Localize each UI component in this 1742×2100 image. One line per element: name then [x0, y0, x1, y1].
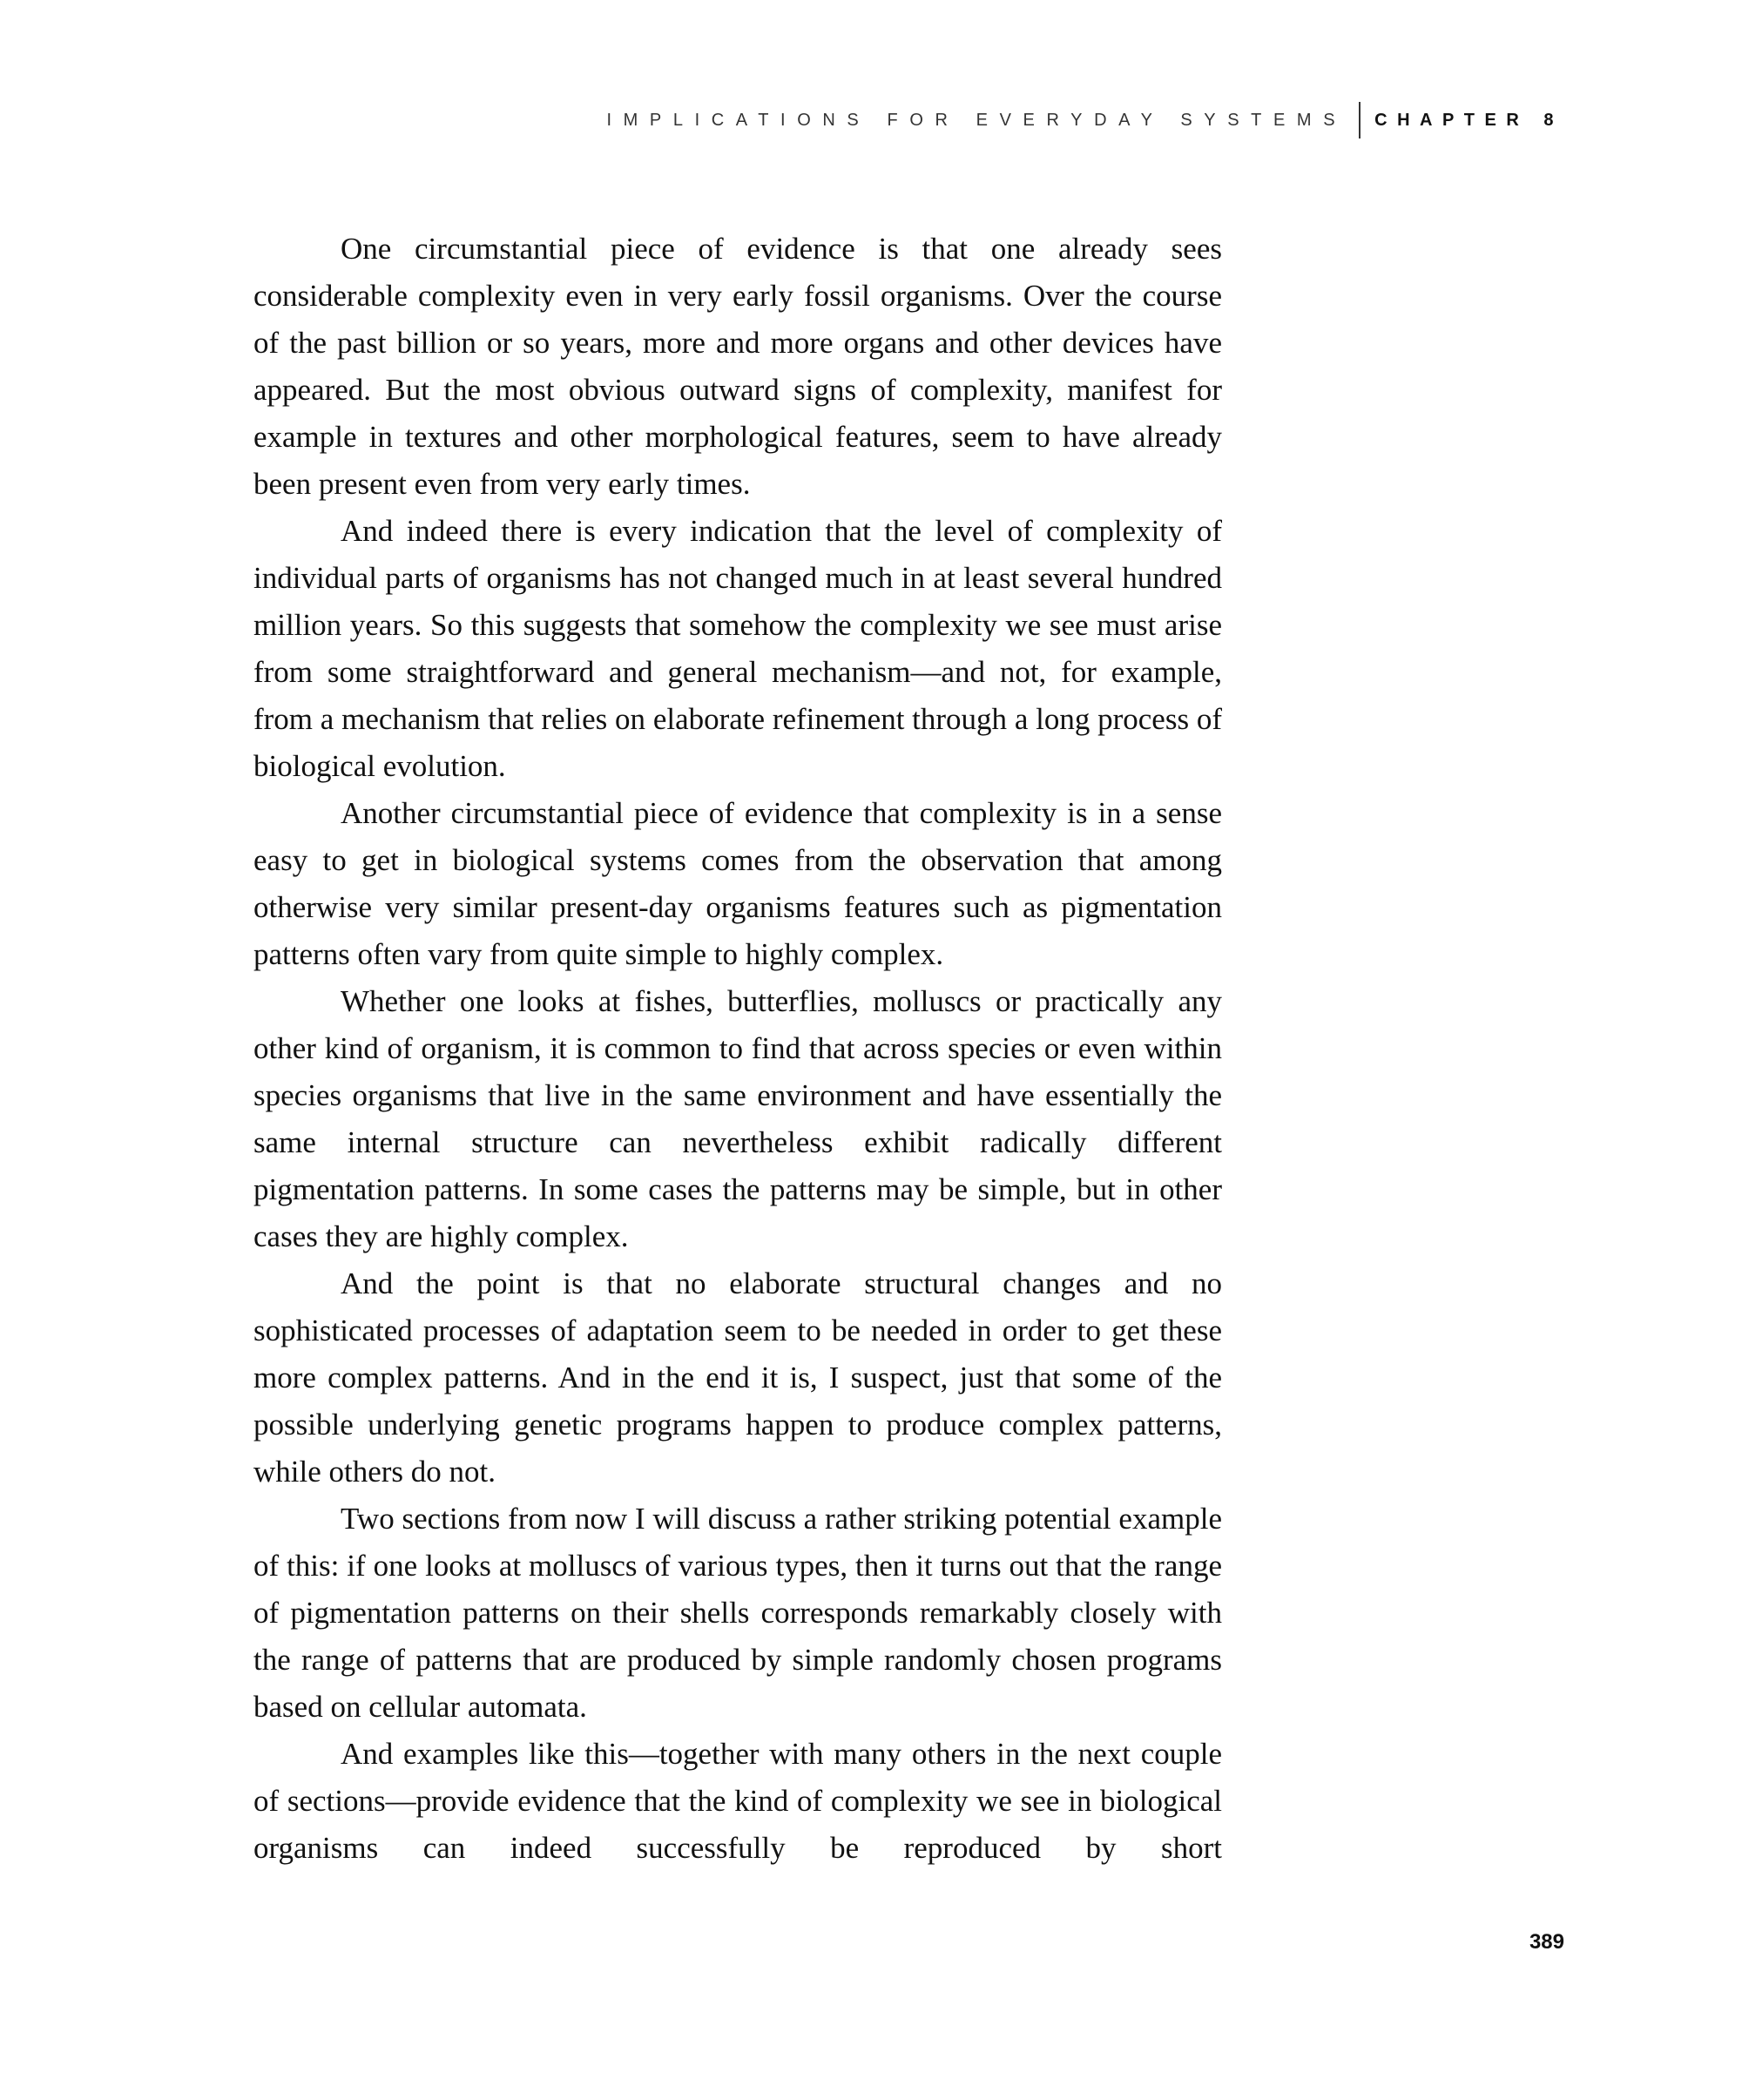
paragraph-3: Another circumstantial piece of evidence that complexity is in a sense easy to get in biological systems comes from the observation that among otherwise very similar present-day organisms features such as pigmentation patterns often vary from quite simple to highly complex. — [253, 796, 1222, 971]
paragraph-5: And the point is that no elaborate structural changes and no sophisticated processes of adaptation seem to be needed in order to get these more complex patterns. And in the end it is, I suspect, just that some of the possible underlying genetic programs happen to produce complex patterns, while others do not. — [253, 1266, 1222, 1489]
paragraph-2: And indeed there is every indication that the level of complexity of individual parts of organisms has not changed much in at least several hundred million years. So this suggests that somehow the complexity we see must arise from some straightforward and general mechanism—and not, for example, from a mechanism that relies on elaborate refinement through a long process of biological evolution. — [253, 514, 1222, 783]
running-header-chapter: CHAPTER 8 — [1374, 110, 1563, 130]
body-text — [253, 226, 1222, 1872]
running-header-section-title: IMPLICATIONS FOR EVERYDAY SYSTEMS — [606, 110, 1347, 130]
paragraph-6: Two sections from now I will discuss a rather striking potential example of this: if one looks at molluscs of various types, then it turns out that the range of pigmentation patterns on their shells corresponds remarkably closely with the range of patterns that are produced by simple randomly chosen programs based on cellular automata. — [253, 1502, 1222, 1724]
running-header — [607, 101, 1564, 139]
paragraph-1: One circumstantial piece of evidence is that one already sees considerable complexity even in very early fossil organisms. Over the course of the past billion or so years, more and more organs and other devices have appeared. But the most obvious outward signs of complexity, manifest for example in textures and other morphological features, seem to have already been present even from very early times. — [253, 232, 1222, 501]
paragraph-4: Whether one looks at fishes, butterflies, molluscs or practically any other kind of organism, it is common to find that across species or even within species organisms that live in the same environment and have essentially the same internal structure can nevertheless exhibit radically different pigmentation patterns. In some cases the patterns may be simple, but in other cases they are highly complex. — [253, 984, 1222, 1253]
paragraph-7: And examples like this—together with many others in the next couple of sections—provide evidence that the kind of complexity we see in biological organisms can indeed successfully be reproduced by short — [253, 1737, 1222, 1865]
running-header-divider — [1359, 102, 1361, 138]
page-number: 389 — [1529, 1930, 1564, 1954]
